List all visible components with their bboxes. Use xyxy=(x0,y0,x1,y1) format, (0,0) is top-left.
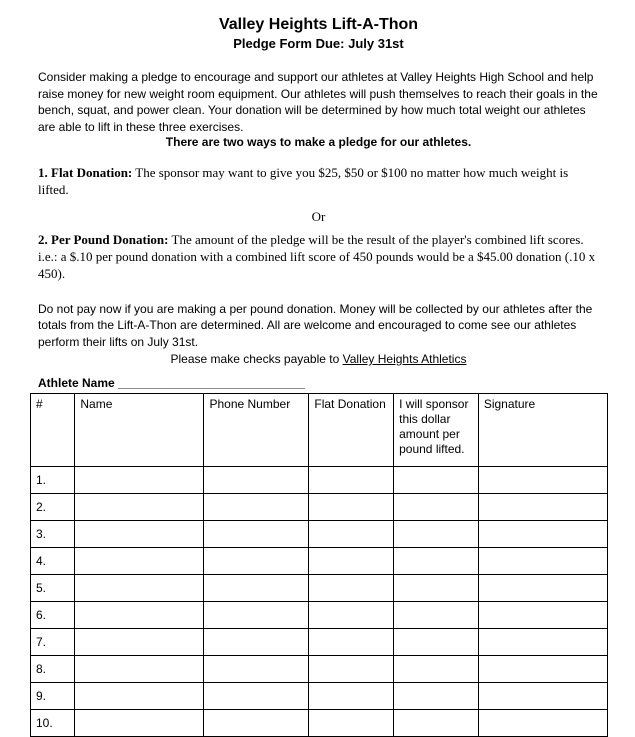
or-divider: Or xyxy=(311,208,326,224)
table-header-row xyxy=(31,394,608,467)
name-cell xyxy=(75,683,204,710)
flat-donation-cell xyxy=(309,683,394,710)
page-subtitle: Pledge Form Due: July 31st xyxy=(233,36,404,51)
flat-donation-cell xyxy=(309,548,394,575)
phone-cell xyxy=(204,575,309,602)
flat-donation-cell xyxy=(309,494,394,521)
intro-paragraph: Consider making a pledge to encourage and support our athletes at Valley Heights High School and help raise money for new weight room equipment. Our athletes will push themselves to reach their goals in the bench, squat, and power clean. Your donation will be determined by how much total weight our athletes are able to lift in these three exercises. xyxy=(38,70,598,134)
col-header-signature: Signature xyxy=(478,394,607,467)
name-cell xyxy=(75,656,204,683)
phone-cell xyxy=(204,629,309,656)
flat-donation-cell xyxy=(309,575,394,602)
name-cell xyxy=(75,710,204,737)
row-number-cell: 3. xyxy=(31,521,75,548)
signature-cell xyxy=(478,575,607,602)
table-row xyxy=(31,548,608,575)
row-number-cell: 7. xyxy=(31,629,75,656)
row-number-cell: 1. xyxy=(31,467,75,494)
row-number-cell: 10. xyxy=(31,710,75,737)
signature-cell xyxy=(478,683,607,710)
name-cell xyxy=(75,521,204,548)
payee-name: Valley Heights Athletics xyxy=(342,352,467,367)
table-row xyxy=(31,575,608,602)
table-row xyxy=(31,602,608,629)
name-cell xyxy=(75,494,204,521)
col-header-phone: Phone Number xyxy=(204,394,309,467)
athlete-name-line xyxy=(30,376,607,390)
signature-cell xyxy=(478,548,607,575)
phone-cell xyxy=(204,602,309,629)
table-row xyxy=(31,494,608,521)
athlete-name-label: Athlete Name xyxy=(38,376,115,391)
signature-cell xyxy=(478,467,607,494)
row-number-cell: 6. xyxy=(31,602,75,629)
sponsor-amount-cell xyxy=(394,656,479,683)
checks-line xyxy=(30,352,607,366)
page-title: Valley Heights Lift-A-Thon xyxy=(218,16,419,33)
sponsor-amount-cell xyxy=(394,548,479,575)
table-row xyxy=(31,656,608,683)
phone-cell xyxy=(204,494,309,521)
table-row xyxy=(31,710,608,737)
signature-cell xyxy=(478,602,607,629)
phone-cell xyxy=(204,683,309,710)
signature-cell xyxy=(478,521,607,548)
signature-cell xyxy=(478,710,607,737)
flat-donation-cell xyxy=(309,467,394,494)
flat-donation-cell xyxy=(309,521,394,548)
sponsor-amount-cell xyxy=(394,575,479,602)
col-header-name: Name xyxy=(75,394,204,467)
per-pound-text: The amount of the pledge will be the result of the player's combined lift scores. i.e.: a $.10 per pound donation with a combined lift score of 450 pounds would be a $45.00 donation (.10 x 450). xyxy=(38,231,596,281)
table-row xyxy=(31,683,608,710)
flat-donation-text: The sponsor may want to give you $25, $50 or $100 no matter how much weight is lifted. xyxy=(38,165,569,198)
signature-cell xyxy=(478,656,607,683)
flat-donation-cell xyxy=(309,656,394,683)
row-number-cell: 4. xyxy=(31,548,75,575)
name-cell xyxy=(75,629,204,656)
flat-donation-cell xyxy=(309,602,394,629)
phone-cell xyxy=(204,521,309,548)
pledge-table xyxy=(30,393,608,737)
table-row xyxy=(31,467,608,494)
col-header-sponsor-amount: I will sponsor this dollar amount per pound lifted. xyxy=(394,394,479,467)
name-cell xyxy=(75,548,204,575)
flat-donation-cell xyxy=(309,629,394,656)
athlete-name-blank: ____________________________ xyxy=(118,376,305,391)
name-cell xyxy=(75,602,204,629)
phone-cell xyxy=(204,656,309,683)
sponsor-amount-cell xyxy=(394,629,479,656)
checks-prefix: Please make checks payable to xyxy=(170,352,343,367)
per-pound-paragraph xyxy=(30,232,607,283)
two-ways-line: There are two ways to make a pledge for our athletes. xyxy=(165,135,472,150)
col-header-flat-donation: Flat Donation xyxy=(309,394,394,467)
payment-note-paragraph: Do not pay now if you are making a per pound donation. Money will be collected by our athletes after the totals from the Lift-A-Thon are determined. All are welcome and encouraged to come see our athletes perform their lifts on July 31st. xyxy=(38,301,593,349)
flat-donation-paragraph xyxy=(30,165,607,199)
sponsor-amount-cell xyxy=(394,710,479,737)
sponsor-amount-cell xyxy=(394,521,479,548)
sponsor-amount-cell xyxy=(394,494,479,521)
row-number-cell: 9. xyxy=(31,683,75,710)
signature-cell xyxy=(478,494,607,521)
phone-cell xyxy=(204,548,309,575)
sponsor-amount-cell xyxy=(394,683,479,710)
sponsor-amount-cell xyxy=(394,602,479,629)
phone-cell xyxy=(204,467,309,494)
table-row xyxy=(31,521,608,548)
phone-cell xyxy=(204,710,309,737)
col-header-number: # xyxy=(31,394,75,467)
signature-cell xyxy=(478,629,607,656)
flat-donation-label: 1. Flat Donation: xyxy=(38,165,133,181)
name-cell xyxy=(75,575,204,602)
row-number-cell: 2. xyxy=(31,494,75,521)
per-pound-label: 2. Per Pound Donation: xyxy=(38,231,169,247)
row-number-cell: 5. xyxy=(31,575,75,602)
sponsor-amount-cell xyxy=(394,467,479,494)
table-row xyxy=(31,629,608,656)
flat-donation-cell xyxy=(309,710,394,737)
row-number-cell: 8. xyxy=(31,656,75,683)
name-cell xyxy=(75,467,204,494)
